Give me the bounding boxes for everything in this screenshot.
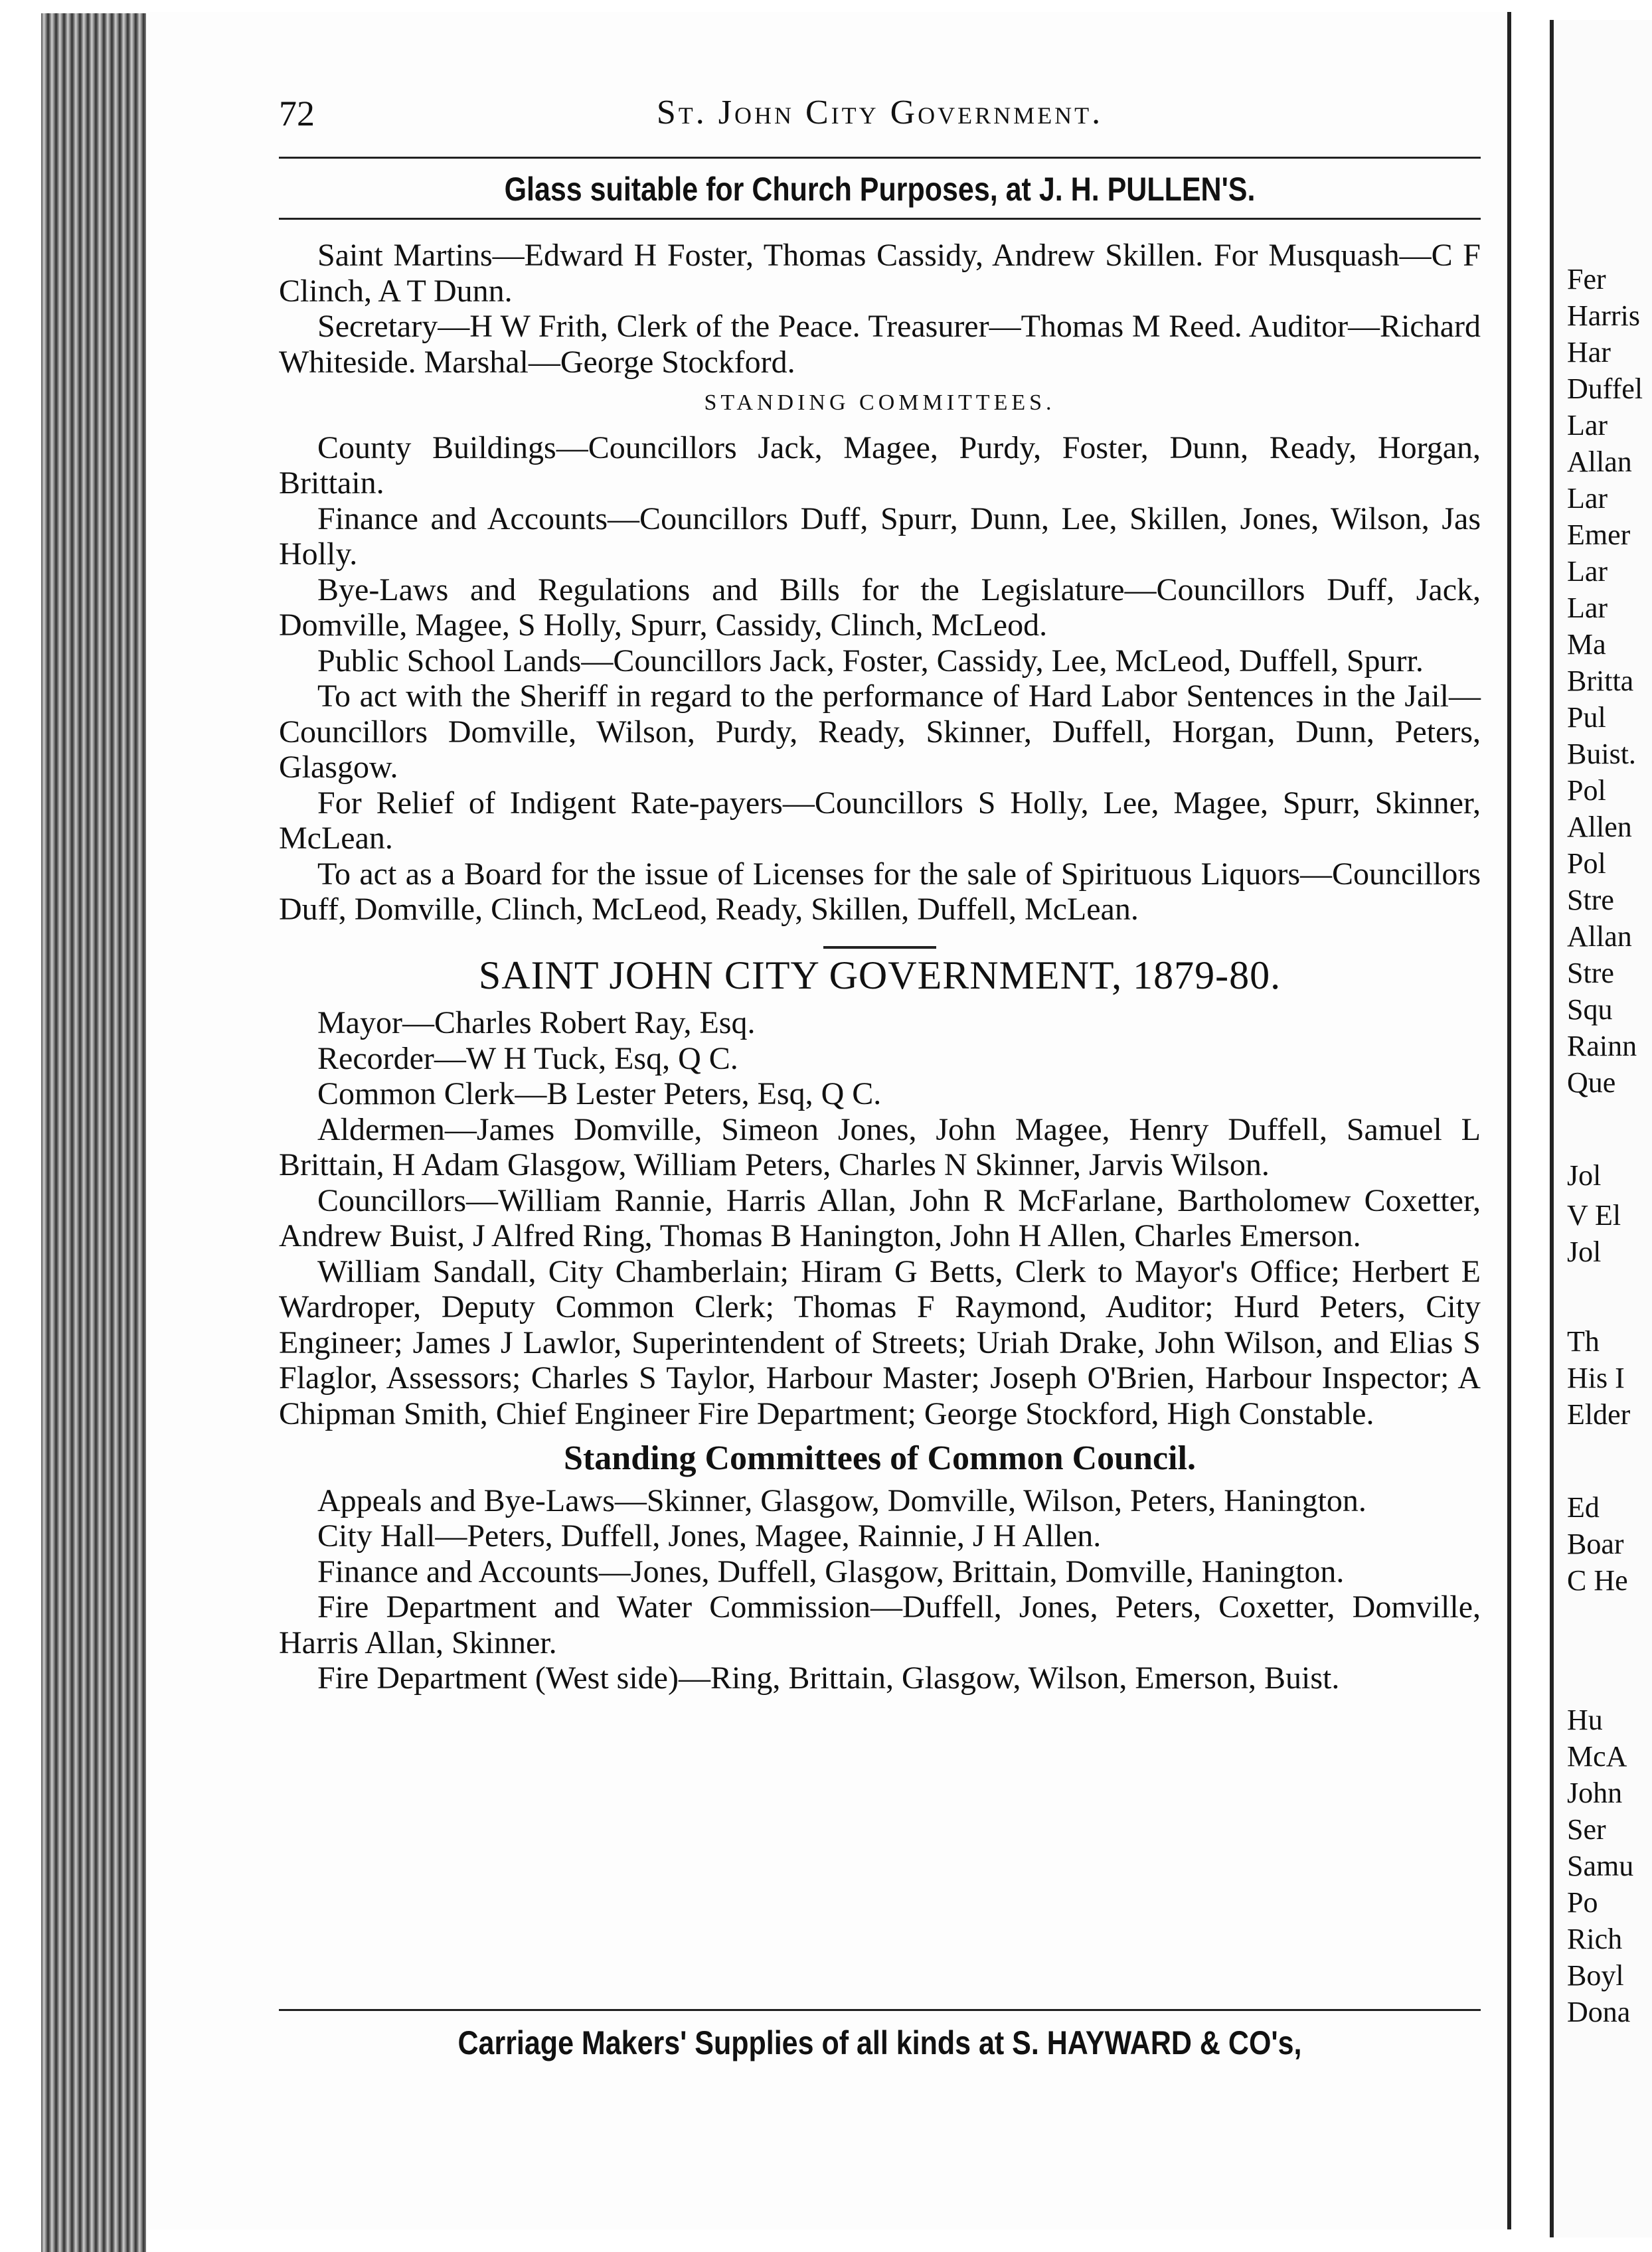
facing-fragment: Que — [1567, 1066, 1616, 1099]
facing-fragment: Allan — [1567, 445, 1632, 478]
committee-paragraph: Bye-Laws and Regulations and Bills for the Legislature—Councillors Duff, Jack, Domville, Magee, S Holly, Spurr, Cassidy, Clinch, McLeod. — [279, 572, 1481, 643]
facing-fragment: Elder — [1567, 1398, 1631, 1431]
council-committee-entry: City Hall—Peters, Duffell, Jones, Magee, Rainnie, J H Allen. — [317, 1518, 1102, 1554]
facing-fragment: Emer — [1567, 519, 1631, 551]
facing-fragment: John — [1567, 1777, 1623, 1809]
council-committees-title: Standing Committees of Common Council. — [564, 1439, 1196, 1477]
facing-fragment: Ma — [1567, 628, 1606, 661]
facing-fragment: Buist. — [1567, 738, 1636, 770]
facing-fragment: McA — [1567, 1740, 1627, 1773]
facing-fragment: Boyl — [1567, 1959, 1624, 1992]
facing-fragment: Jol — [1567, 1236, 1602, 1268]
facing-fragment: Th — [1567, 1325, 1600, 1358]
top-advertisement: Glass suitable for Church Purposes, at J. H. PULLEN'S. — [504, 171, 1256, 208]
council-committee-entry: Fire Department (West side)—Ring, Brittain, Glasgow, Wilson, Emerson, Buist. — [317, 1660, 1340, 1696]
committee-paragraph: For Relief of Indigent Rate-payers—Councillors S Holly, Lee, Magee, Spurr, Skinner, McLean. — [279, 785, 1481, 856]
facing-fragment: Stre — [1567, 957, 1614, 989]
facing-fragment: Squ — [1567, 993, 1613, 1026]
city-officer-entry: Aldermen—James Domville, Simeon Jones, John Magee, Henry Duffell, Samuel L Brittain, H Adam Glasgow, William Peters, Charles N Skinner, Jarvis Wilson. — [279, 1111, 1481, 1182]
city-officer-entry: Common Clerk—B Lester Peters, Esq, Q C. — [317, 1076, 882, 1111]
facing-fragment: Lar — [1567, 409, 1608, 442]
scan-margin — [0, 0, 41, 2252]
facing-fragment: Pol — [1567, 774, 1606, 807]
facing-fragment: Duffel — [1567, 372, 1643, 405]
facing-fragment: Lar — [1567, 555, 1608, 588]
standing-committees-heading: STANDING COMMITTEES. — [704, 390, 1056, 415]
city-officer-entry: Councillors—William Rannie, Harris Allan, John R McFarlane, Bartholomew Coxetter, Andrew Buist, J Alfred Ring, Thomas B Hanington, John H Allen, Charles Emerson. — [279, 1182, 1481, 1253]
facing-fragment: Fer — [1567, 263, 1606, 295]
running-head — [279, 93, 1481, 139]
article-body — [279, 238, 1481, 1696]
facing-fragment: Dona — [1567, 1996, 1631, 2028]
facing-fragment: Lar — [1567, 592, 1608, 624]
committee-paragraph: To act as a Board for the issue of Licenses for the sale of Spirituous Liquors—Councillors Duff, Domville, Clinch, McLeod, Ready, Skillen, Duffell, McLean. — [279, 856, 1481, 927]
facing-fragment: Rainn — [1567, 1030, 1637, 1062]
facing-fragment: V El — [1567, 1199, 1621, 1232]
city-officer-entry: Recorder—W H Tuck, Esq, Q C. — [317, 1040, 738, 1076]
council-committee-entry: Fire Department and Water Commission—Duffell, Jones, Peters, Coxetter, Domville, Harris Allan, Skinner. — [279, 1589, 1481, 1660]
facing-fragment: Lar — [1567, 482, 1608, 515]
page-number: 72 — [279, 94, 315, 133]
footer-rule — [279, 2009, 1481, 2011]
facing-fragment: Harris — [1567, 299, 1640, 332]
facing-fragment: Allen — [1567, 811, 1632, 843]
committee-paragraph: Finance and Accounts—Councillors Duff, Spurr, Dunn, Lee, Skillen, Jones, Wilson, Jas Holly. — [279, 501, 1481, 572]
city-officer-entry: William Sandall, City Chamberlain; Hiram G Betts, Clerk to Mayor's Office; Herbert E Wardroper, Deputy Common Clerk; Thomas F Raymond, Auditor; Hurd Peters, City Engineer; James J Lawlor, Superintendent of Streets; Uriah Drake, John Wilson, and Elias S Flaglor, Assessors; Charles S Taylor, Harbour Master; Joseph O'Brien, Harbour Inspector; A Chipman Smith, Chief Engineer Fire Department; George Stockford, High Constable. — [279, 1253, 1481, 1431]
ad-rule — [279, 218, 1481, 220]
facing-fragment: Po — [1567, 1886, 1598, 1919]
council-committee-entry: Finance and Accounts—Jones, Duffell, Glasgow, Brittain, Domville, Hanington. — [317, 1554, 1345, 1589]
facing-fragment: Har — [1567, 336, 1611, 368]
facing-fragment: Stre — [1567, 884, 1614, 916]
committee-paragraph: Public School Lands—Councillors Jack, Foster, Cassidy, Lee, McLeod, Duffell, Spurr. — [317, 643, 1424, 679]
header-rule — [279, 157, 1481, 159]
facing-fragment: Boar — [1567, 1528, 1624, 1560]
facing-fragment: Allan — [1567, 920, 1632, 953]
facing-fragment: Jol — [1567, 1159, 1602, 1192]
facing-fragment: Ser — [1567, 1813, 1606, 1846]
book-binding-edge — [40, 13, 146, 2252]
facing-fragment: Rich — [1567, 1923, 1623, 1955]
county-officers-paragraph: Saint Martins—Edward H Foster, Thomas Cassidy, Andrew Skillen. For Musquash—C F Clinch, A T Dunn. — [279, 238, 1481, 309]
facing-fragment: Pul — [1567, 701, 1606, 734]
section-divider — [823, 946, 936, 949]
facing-fragment: Pol — [1567, 847, 1606, 880]
facing-fragment: Samu — [1567, 1850, 1634, 1882]
running-title: St. John City Government. — [656, 94, 1104, 131]
facing-fragment: C He — [1567, 1564, 1628, 1597]
facing-page — [1550, 20, 1652, 2237]
committee-paragraph: To act with the Sheriff in regard to the performance of Hard Labor Sentences in the Jail—Councillors Domville, Wilson, Purdy, Ready, Skinner, Duffell, Horgan, Dunn, Peters, Glasgow. — [279, 679, 1481, 785]
bottom-advertisement: Carriage Makers' Supplies of all kinds at S. HAYWARD & CO's, — [457, 2024, 1302, 2061]
city-officer-entry: Mayor—Charles Robert Ray, Esq. — [317, 1005, 756, 1040]
committee-paragraph: County Buildings—Councillors Jack, Magee, Purdy, Foster, Dunn, Ready, Horgan, Brittain. — [279, 430, 1481, 501]
facing-fragment: Ed — [1567, 1491, 1600, 1524]
county-officers-paragraph: Secretary—H W Frith, Clerk of the Peace. Treasurer—Thomas M Reed. Auditor—Richard Whiteside. Marshal—George Stockford. — [279, 309, 1481, 380]
city-government-title: SAINT JOHN CITY GOVERNMENT, 1879-80. — [478, 953, 1281, 997]
page-gutter — [1511, 0, 1550, 2252]
facing-fragment: Hu — [1567, 1704, 1603, 1736]
facing-fragment: Britta — [1567, 665, 1634, 697]
council-committee-entry: Appeals and Bye-Laws—Skinner, Glasgow, Domville, Wilson, Peters, Hanington. — [317, 1483, 1366, 1518]
facing-fragment: His I — [1567, 1362, 1625, 1394]
